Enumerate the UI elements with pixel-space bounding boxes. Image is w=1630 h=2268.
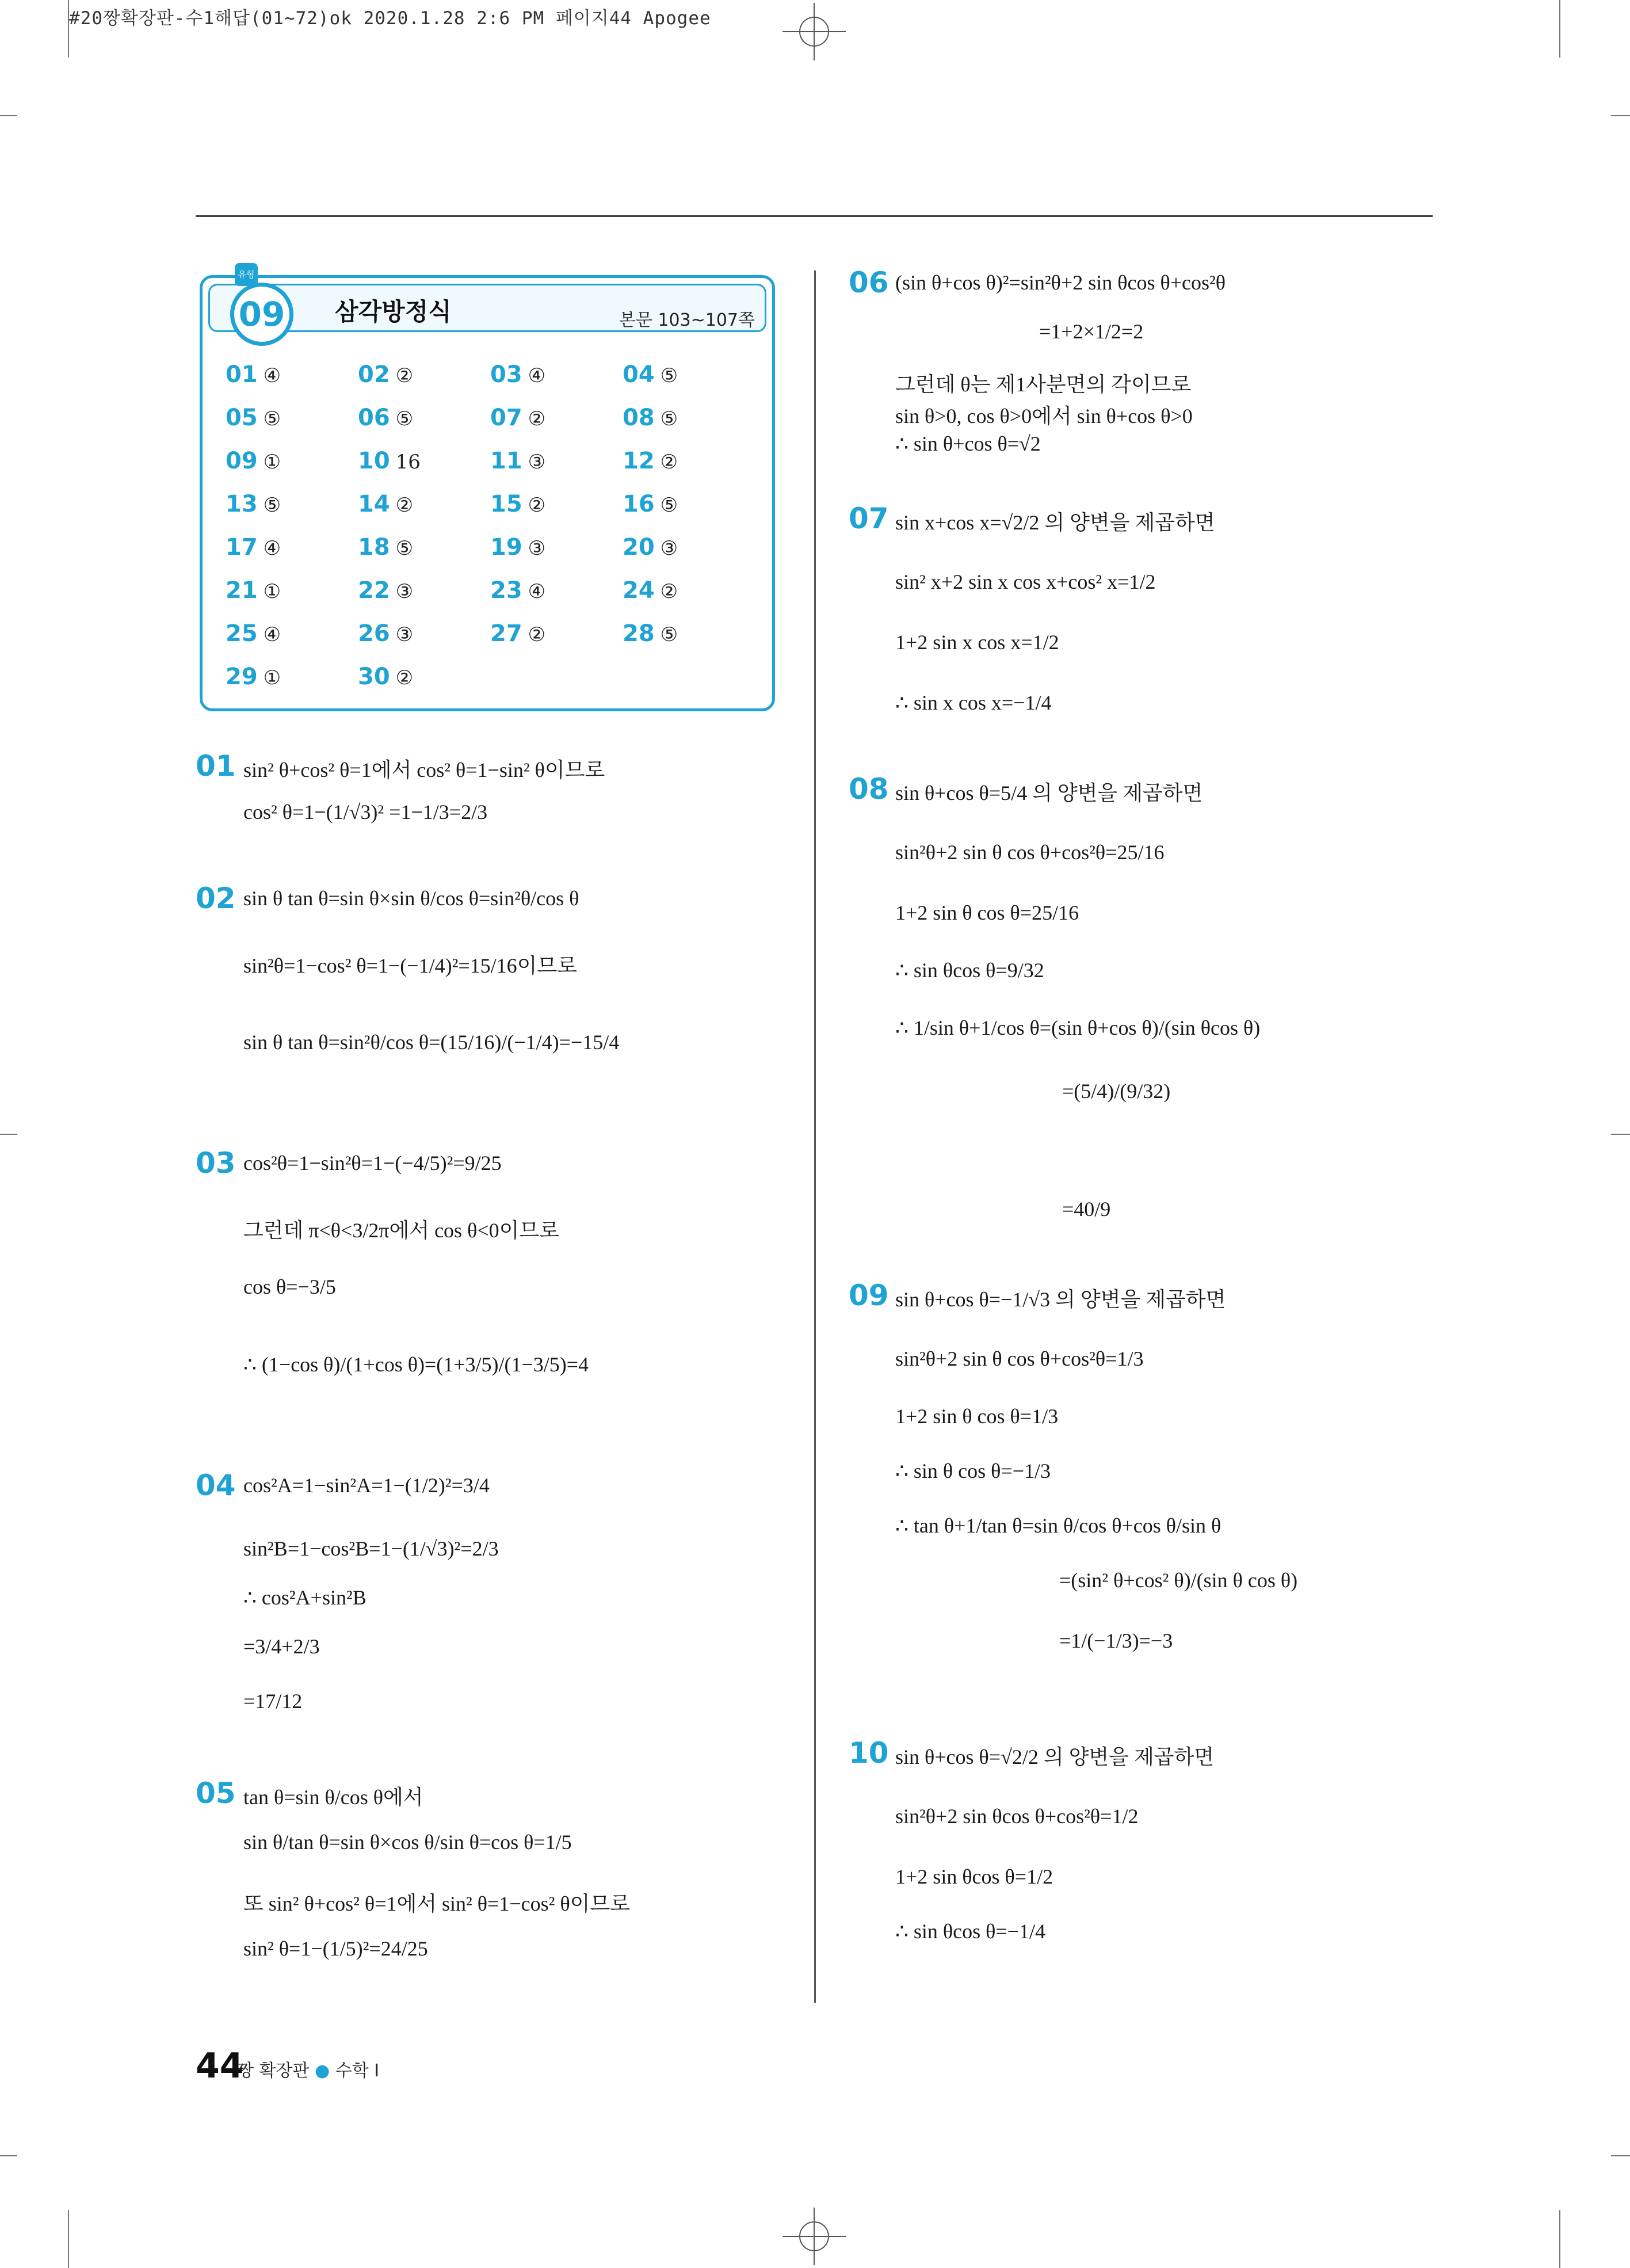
header-rule	[196, 215, 1433, 217]
answer-value: ④	[528, 364, 546, 387]
solution-line: sin θ+cos θ=−1/√3 의 양변을 제곱하면	[895, 1288, 1226, 1311]
answer-item	[358, 448, 490, 491]
answer-item	[623, 577, 755, 620]
answer-value: ⑤	[395, 537, 414, 560]
section-title: 삼각방정식	[335, 298, 452, 326]
solution-line: ∴ sin θcos θ=−1/4	[895, 1920, 1045, 1943]
answer-number: 04	[623, 361, 655, 388]
solution-line: sin θ+cos θ=5/4 의 양변을 제곱하면	[895, 782, 1203, 805]
answer-item	[358, 577, 490, 620]
solution-line: cos²A=1−sin²A=1−(1/2)²=3/4	[243, 1474, 490, 1497]
answer-number: 26	[358, 620, 390, 647]
registration-mark	[782, 3, 846, 60]
answer-item	[623, 405, 755, 448]
solution-line: sin θ tan θ=sin θ×sin θ/cos θ=sin²θ/cos θ	[243, 887, 579, 910]
problem-number: 02	[196, 882, 236, 915]
crop-mark	[1559, 0, 1560, 58]
solution-line: 1+2 sin θcos θ=1/2	[895, 1865, 1053, 1888]
answer-value: ③	[660, 537, 678, 560]
solution-line: ∴ sin θ cos θ=−1/3	[895, 1459, 1051, 1482]
answer-value: ④	[263, 623, 281, 646]
answer-number: 28	[623, 620, 655, 647]
footer-book	[237, 2056, 379, 2082]
solution-line: (sin θ+cos θ)²=sin²θ+2 sin θcos θ+cos²θ	[895, 271, 1226, 294]
answer-number: 17	[226, 534, 258, 561]
solution-line: tan θ=sin θ/cos θ에서	[243, 1786, 423, 1809]
answer-number: 07	[490, 405, 522, 431]
solution-line: sin θ>0, cos θ>0에서 sin θ+cos θ>0	[895, 405, 1193, 428]
answer-item	[358, 620, 490, 664]
answer-item	[490, 448, 623, 491]
answer-number: 20	[623, 534, 655, 561]
solution-line: ∴ tan θ+1/tan θ=sin θ/cos θ+cos θ/sin θ	[895, 1514, 1221, 1537]
crop-mark	[1559, 2210, 1560, 2268]
crop-mark	[0, 115, 17, 116]
answer-item	[490, 620, 623, 664]
answer-item	[226, 491, 358, 534]
solution-line: cos²θ=1−sin²θ=1−(−4/5)²=9/25	[243, 1152, 502, 1175]
solution-line: ∴ sin x cos x=−1/4	[895, 691, 1052, 714]
answer-box-header	[203, 269, 772, 341]
answer-value: ②	[660, 580, 678, 603]
crop-mark	[1611, 1134, 1630, 1135]
book-title: 짱 확장판	[237, 2061, 310, 2081]
solution-line: sin θ+cos θ=√2/2 의 양변을 제곱하면	[895, 1745, 1215, 1768]
answer-number: 10	[358, 448, 390, 474]
answer-value: ⑤	[263, 407, 281, 430]
answer-number: 23	[490, 577, 522, 604]
solution-line: 1+2 sin x cos x=1/2	[895, 631, 1059, 654]
answer-value: ②	[528, 494, 546, 517]
column-divider	[814, 270, 816, 2003]
answer-number: 30	[358, 664, 390, 690]
crop-mark	[68, 0, 69, 58]
answer-number: 16	[623, 491, 655, 517]
answer-value: ②	[395, 364, 414, 387]
answer-value: ③	[395, 623, 414, 646]
bullet-icon: ●	[315, 2061, 330, 2081]
solution-line: ∴ sin θ+cos θ=√2	[895, 432, 1041, 455]
answer-value: ①	[263, 451, 281, 474]
solution-line: sin θ/tan θ=sin θ×cos θ/sin θ=cos θ=1/5	[243, 1831, 572, 1854]
answer-item	[226, 448, 358, 491]
solution-line: ∴ cos²A+sin²B	[243, 1586, 367, 1609]
solution-line: ∴ (1−cos θ)/(1+cos θ)=(1+3/5)/(1−3/5)=4	[243, 1353, 589, 1376]
answer-number: 02	[358, 361, 390, 388]
solution-line: sin² θ+cos² θ=1에서 cos² θ=1−sin² θ이므로	[243, 758, 605, 782]
solution-line: =17/12	[243, 1690, 303, 1713]
answer-value: ④	[263, 537, 281, 560]
answer-number: 29	[226, 664, 258, 690]
answer-number: 24	[623, 577, 655, 604]
solution-line: =1+2×1/2=2	[1039, 320, 1144, 343]
solution-line: =(sin² θ+cos² θ)/(sin θ cos θ)	[1059, 1569, 1298, 1592]
crop-mark	[0, 1134, 17, 1135]
answer-value: ②	[528, 623, 546, 646]
answer-number: 19	[490, 534, 522, 561]
answer-value: ③	[528, 537, 546, 560]
problem-number: 08	[849, 772, 889, 806]
answer-item	[490, 405, 623, 448]
answer-number: 18	[358, 534, 390, 561]
answer-item	[623, 361, 755, 405]
crop-mark	[0, 2155, 17, 2156]
answer-item	[490, 577, 623, 620]
solution-line: sin²B=1−cos²B=1−(1/√3)²=2/3	[243, 1537, 499, 1560]
solution-line: 그런데 θ는 제1사분면의 각이므로	[895, 373, 1192, 396]
answer-item	[226, 664, 358, 707]
solution-line: =3/4+2/3	[243, 1635, 320, 1658]
problem-number: 05	[196, 1777, 236, 1810]
answer-value: ②	[395, 666, 414, 689]
answer-item	[623, 620, 755, 664]
registration-mark	[782, 2208, 846, 2265]
answer-grid	[226, 361, 755, 707]
answer-value: ②	[660, 451, 678, 474]
answer-item	[358, 405, 490, 448]
answer-number: 22	[358, 577, 390, 604]
answer-value: ④	[528, 580, 546, 603]
page-number: 44	[196, 2046, 244, 2086]
solution-line: cos θ=−3/5	[243, 1275, 336, 1298]
answer-value: ⑤	[395, 407, 414, 430]
solution-line: sin θ tan θ=sin²θ/cos θ=(15/16)/(−1/4)=−15/4	[243, 1031, 620, 1054]
answer-number: 01	[226, 361, 258, 388]
answer-value: ②	[528, 407, 546, 430]
crop-mark	[68, 2210, 69, 2268]
answer-item	[490, 491, 623, 534]
answer-number: 09	[226, 448, 258, 474]
answer-value: ⑤	[660, 364, 678, 387]
print-header: #20짱확장판-수1해답(01~72)ok 2020.1.28 2:6 PM 페이지44 Apogee	[69, 8, 711, 29]
answer-item	[623, 448, 755, 491]
solution-line: sin x+cos x=√2/2 의 양변을 제곱하면	[895, 511, 1215, 534]
answer-number: 03	[490, 361, 522, 388]
solution-line: ∴ sin θcos θ=9/32	[895, 959, 1044, 982]
solution-line: =40/9	[1062, 1198, 1111, 1221]
solution-line: 그런데 π<θ<3/2π에서 cos θ<0이므로	[243, 1219, 559, 1242]
answer-item	[226, 577, 358, 620]
solution-line: 1+2 sin θ cos θ=1/3	[895, 1405, 1059, 1428]
answer-number: 25	[226, 620, 258, 647]
answer-number: 06	[358, 405, 390, 431]
section-number-badge: 09	[230, 283, 293, 346]
answer-number: 14	[358, 491, 390, 517]
answer-value: ⑤	[660, 623, 678, 646]
type-label: 유형	[235, 263, 258, 286]
problem-number: 10	[849, 1736, 889, 1770]
problem-number: 03	[196, 1146, 236, 1180]
answer-item	[226, 534, 358, 577]
answer-number: 08	[623, 405, 655, 431]
answer-value: ①	[263, 580, 281, 603]
answer-item	[358, 491, 490, 534]
subject-name: 수학 Ⅰ	[335, 2061, 380, 2081]
problem-number: 07	[849, 502, 889, 535]
answer-item	[358, 361, 490, 405]
solution-line: sin² x+2 sin x cos x+cos² x=1/2	[895, 570, 1156, 593]
problem-number: 04	[196, 1469, 236, 1502]
solution-line: =1/(−1/3)=−3	[1059, 1629, 1173, 1652]
answer-item	[490, 534, 623, 577]
answer-value: ⑤	[660, 494, 678, 517]
solution-line: sin²θ+2 sin θ cos θ+cos²θ=25/16	[895, 841, 1165, 864]
answer-number: 12	[623, 448, 655, 474]
answer-item	[623, 491, 755, 534]
answer-item	[490, 361, 623, 405]
answer-box	[200, 269, 775, 711]
solution-line: sin²θ=1−cos² θ=1−(−1/4)²=15/16이므로	[243, 954, 577, 977]
solution-line: ∴ 1/sin θ+1/cos θ=(sin θ+cos θ)/(sin θcos θ)	[895, 1016, 1261, 1039]
answer-number: 15	[490, 491, 522, 517]
answer-value: ④	[263, 364, 281, 387]
answer-value: ⑤	[660, 407, 678, 430]
answer-number: 21	[226, 577, 258, 604]
answer-value: ①	[263, 666, 281, 689]
solution-line: cos² θ=1−(1/√3)² =1−1/3=2/3	[243, 801, 488, 824]
solution-line: sin²θ+2 sin θ cos θ+cos²θ=1/3	[895, 1347, 1144, 1370]
answer-item	[358, 534, 490, 577]
solution-line: =(5/4)/(9/32)	[1062, 1080, 1171, 1103]
answer-item	[623, 534, 755, 577]
problem-number: 01	[196, 749, 236, 783]
answer-value: ②	[395, 494, 414, 517]
answer-number: 11	[490, 448, 522, 474]
answer-number: 27	[490, 620, 522, 647]
answer-number: 05	[226, 405, 258, 431]
crop-mark	[1611, 2155, 1630, 2156]
answer-number: 13	[226, 491, 258, 517]
problem-number: 06	[849, 266, 889, 299]
answer-value: ⑤	[263, 494, 281, 517]
answer-item	[358, 664, 490, 707]
problem-number: 09	[849, 1279, 889, 1312]
answer-item	[226, 361, 358, 405]
crop-mark	[1611, 115, 1630, 116]
solution-line: 또 sin² θ+cos² θ=1에서 sin² θ=1−cos² θ이므로	[243, 1892, 631, 1915]
answer-item	[226, 620, 358, 664]
page-reference: 본문 103~107쪽	[619, 310, 755, 330]
answer-item	[226, 405, 358, 448]
answer-value: ③	[528, 451, 546, 474]
solution-line: sin² θ=1−(1/5)²=24/25	[243, 1937, 428, 1960]
answer-value: 16	[395, 451, 421, 474]
solution-line: 1+2 sin θ cos θ=25/16	[895, 901, 1079, 924]
answer-value: ③	[395, 580, 414, 603]
solution-line: sin²θ+2 sin θcos θ+cos²θ=1/2	[895, 1805, 1139, 1828]
